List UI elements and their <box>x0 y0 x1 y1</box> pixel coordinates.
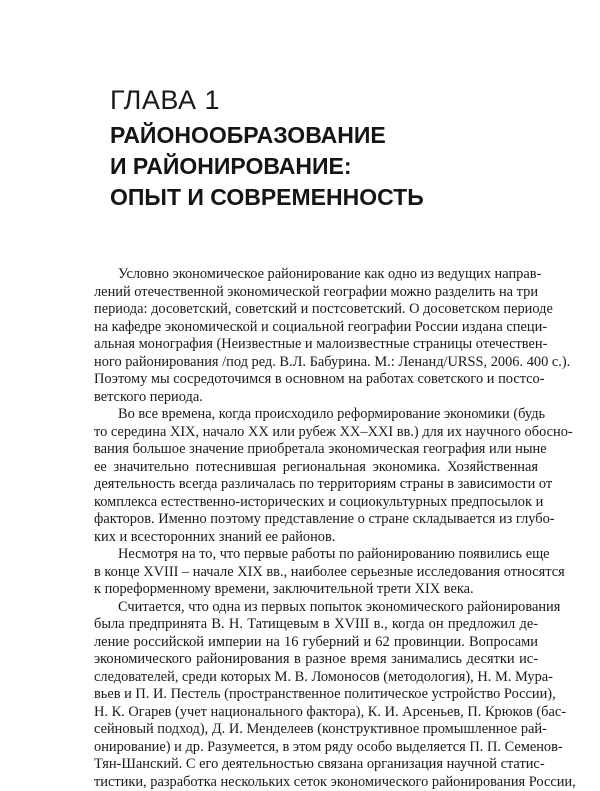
text-line: в конце XVIII – начале XIX вв., наиболее серьезные исследования относятся <box>94 564 538 582</box>
chapter-title <box>110 120 550 213</box>
text-line: ее значительно потеснившая региональная экономика. Хозяйственная <box>94 459 538 477</box>
text-line: комплекса естественно-исторических и социокультурных предпосылок и <box>94 494 538 512</box>
text-line: альная монография (Неизвестные и малоизвестные страницы отечествен- <box>94 336 538 354</box>
text-line: экономического районирования в разное время занимались десятки ис- <box>94 651 538 669</box>
text-line: то середина XIX, начало XX или рубеж XX–XXI вв.) для их научного обосно- <box>94 424 538 442</box>
paragraph-4 <box>94 599 538 791</box>
text-line: Тян-Шанский. С его деятельностью связана организация научной статис- <box>94 756 538 774</box>
text-line: лений отечественной экономической географии можно разделить на три <box>94 284 538 302</box>
text-line: деятельность всегда различалась по территориям страны в зависимости от <box>94 476 538 494</box>
text-line: вания большое значение приобретала экономическая география или ныне <box>94 441 538 459</box>
text-line: следователей, среди которых М. В. Ломоносов (методология), Н. М. Мура- <box>94 669 538 687</box>
chapter-number: ГЛАВА 1 <box>110 85 220 116</box>
text-line: факторов. Именно поэтому представление о стране складывается из глубо- <box>94 511 538 529</box>
text-line: ких и всесторонних знаний ее районов. <box>94 529 538 547</box>
text-line: сейновый подход), Д. И. Менделеев (конструктивное промышленное рай- <box>94 721 538 739</box>
text-line: ление российской империи на 16 губерний и 62 провинции. Вопросами <box>94 634 538 652</box>
text-line: вьев и П. И. Пестель (пространственное политическое устройство России), <box>94 686 538 704</box>
text-line: Несмотря на то, что первые работы по районированию появились еще <box>94 546 538 564</box>
paragraph-1 <box>94 266 538 406</box>
text-line: на кафедре экономической и социальной географии России издана специ- <box>94 319 538 337</box>
text-line: тистики, разработка нескольких сеток экономического районирования России, <box>94 774 538 791</box>
text-line: ного районирования /под ред. В.Л. Бабурина. М.: Ленанд/URSS, 2006. 400 с.). <box>94 354 538 372</box>
chapter-title-line: И РАЙОНИРОВАНИЕ: <box>110 151 550 182</box>
paragraph-2 <box>94 406 538 546</box>
body-text <box>94 266 538 791</box>
text-line: была предпринята В. Н. Татищевым в XVIII в., когда он предложил де- <box>94 616 538 634</box>
text-line: онирование) и др. Разумеется, в этом ряду особо выделяется П. П. Семенов- <box>94 739 538 757</box>
text-line: Считается, что одна из первых попыток экономического районирования <box>94 599 538 617</box>
paragraph-3 <box>94 546 538 599</box>
text-line: Н. К. Огарев (учет национального фактора), К. И. Арсеньев, П. Крюков (бас- <box>94 704 538 722</box>
text-line: Поэтому мы сосредоточимся в основном на работах советского и постсо- <box>94 371 538 389</box>
chapter-title-line: ОПЫТ И СОВРЕМЕННОСТЬ <box>110 182 550 213</box>
text-line: к пореформенному времени, заключительной трети XIX века. <box>94 581 538 599</box>
text-line: ветского периода. <box>94 389 538 407</box>
text-line: периода: досоветский, советский и постсоветский. О досоветском периоде <box>94 301 538 319</box>
chapter-title-line: РАЙОНООБРАЗОВАНИЕ <box>110 120 550 151</box>
text-line: Во все времена, когда происходило реформирование экономики (будь <box>94 406 538 424</box>
text-line: Условно экономическое районирование как одно из ведущих направ- <box>94 266 538 284</box>
